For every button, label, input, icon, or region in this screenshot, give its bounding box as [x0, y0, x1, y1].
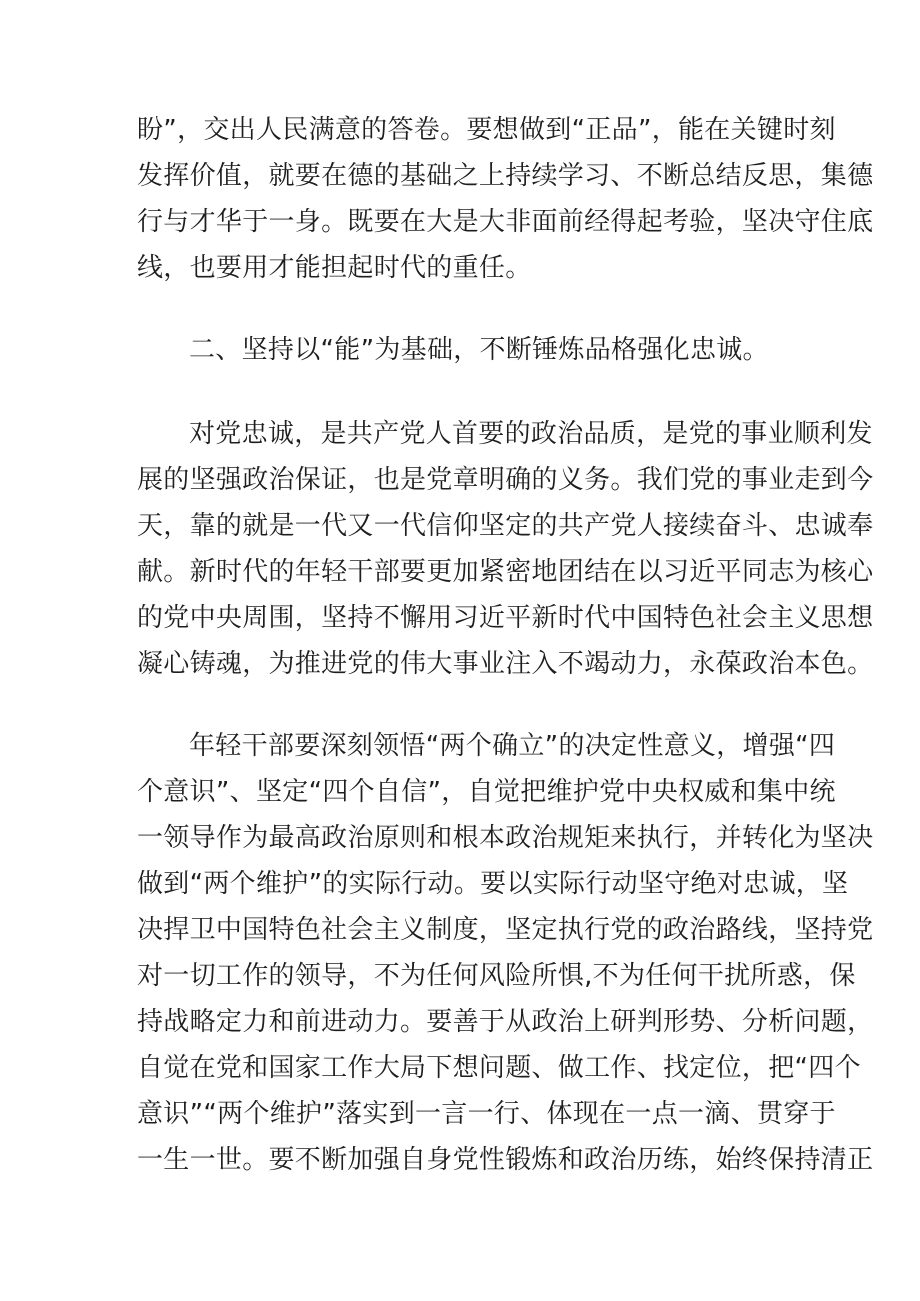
paragraph-4-line-4: 做到“两个维护”的实际行动。要以实际行动坚守绝对忠诚，坚	[137, 869, 849, 899]
paragraph-3-line-3: 天，靠的就是一代又一代信仰坚定的共产党人接续奋斗、忠诚奉	[137, 511, 874, 541]
paragraph-3-line-1: 对党忠诚，是共产党人首要的政治品质，是党的事业顺利发	[189, 419, 873, 449]
paragraph-4-line-8: 自觉在党和国家工作大局下想问题、做工作、找定位，把“四个	[137, 1053, 861, 1083]
paragraph-4-line-3: 一领导作为最高政治原则和根本政治规矩来执行，并转化为坚决	[137, 823, 874, 853]
paragraph-1-line-2: 发挥价值，就要在德的基础之上持续学习、不断总结反思，集德	[137, 161, 874, 191]
section-heading: 二、坚持以“能”为基础，不断锤炼品格强化忠诚。	[189, 335, 769, 365]
paragraph-1-line-1: 盼”，交出人民满意的答卷。要想做到“正品”，能在关键时刻	[137, 115, 836, 145]
paragraph-3-line-6: 凝心铸魂，为推进党的伟大事业注入不竭动力，永葆政治本色。	[137, 649, 874, 679]
paragraph-3-line-4: 献。新时代的年轻干部要更加紧密地团结在以习近平同志为核心	[137, 557, 874, 587]
paragraph-4-line-10: 一生一世。要不断加强自身党性锻炼和政治历练，始终保持清正	[137, 1145, 874, 1175]
paragraph-4-line-5: 决捍卫中国特色社会主义制度，坚定执行党的政治路线，坚持党	[137, 915, 874, 945]
paragraph-1-line-4: 线，也要用才能担起时代的重任。	[137, 253, 532, 283]
paragraph-4-line-7: 持战略定力和前进动力。要善于从政治上研判形势、分析问题，	[137, 1007, 874, 1037]
paragraph-4-line-1: 年轻干部要深刻领悟“两个确立”的决定性意义，增强“四	[189, 731, 836, 761]
paragraph-3-line-5: 的党中央周围，坚持不懈用习近平新时代中国特色社会主义思想	[137, 603, 874, 633]
paragraph-4-line-9: 意识”“两个维护”落实到一言一行、体现在一点一滴、贯穿于	[137, 1099, 836, 1129]
paragraph-4-line-2: 个意识”、坚定“四个自信”，自觉把维护党中央权威和集中统	[137, 777, 836, 807]
paragraph-3-line-2: 展的坚强政治保证，也是党章明确的义务。我们党的事业走到今	[137, 465, 874, 495]
paragraph-1-line-3: 行与才华于一身。既要在大是大非面前经得起考验，坚决守住底	[137, 207, 874, 237]
paragraph-4-line-6: 对一切工作的领导，不为任何风险所惧,不为任何干扰所惑，保	[137, 961, 856, 991]
